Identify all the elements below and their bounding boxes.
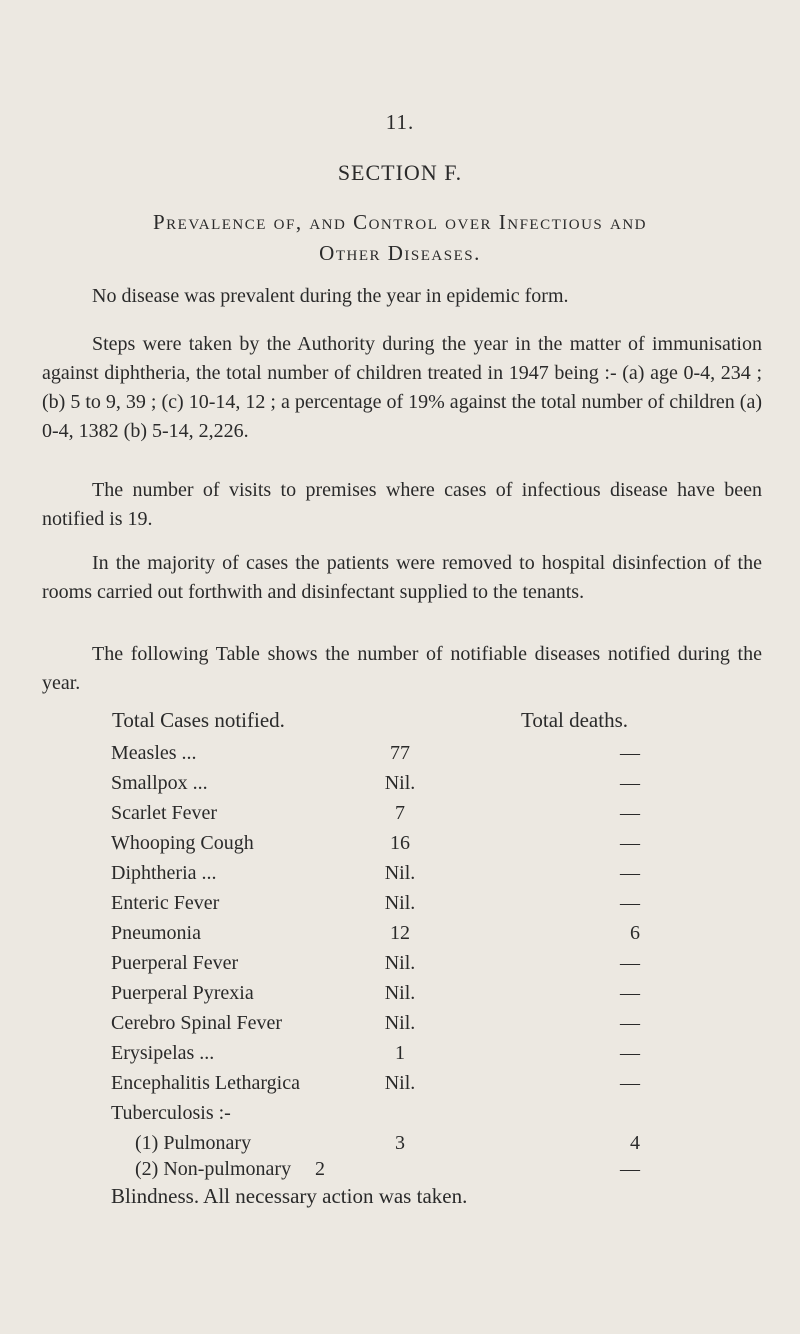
paragraph-immunisation	[42, 330, 762, 446]
page-number: 11.	[385, 110, 415, 134]
cases-value: 12	[390, 922, 410, 944]
cases-value: Nil.	[384, 772, 416, 794]
disease-name: Measles ...	[111, 742, 197, 764]
deaths-value: —	[620, 1158, 640, 1180]
deaths-value: —	[620, 862, 640, 884]
table-header-deaths: Total deaths.	[521, 708, 628, 732]
footer-note: Blindness. All necessary action was taken.	[111, 1184, 468, 1208]
table-row	[0, 1012, 800, 1042]
paragraph-hospital	[42, 549, 762, 607]
paragraph-table-intro	[42, 640, 762, 698]
deaths-value: —	[620, 1072, 640, 1094]
disease-name: Encephalitis Lethargica	[111, 1072, 300, 1094]
deaths-value: —	[620, 772, 640, 794]
disease-name: Pneumonia	[111, 922, 201, 944]
disease-name: Scarlet Fever	[111, 802, 218, 824]
deaths-value: —	[620, 832, 640, 854]
paragraph-visits-text: The number of visits to premises where cases of infectious disease have been notified is 19.	[42, 479, 762, 530]
paragraph-epidemic-text: No disease was prevalent during the year in epidemic form.	[92, 285, 569, 307]
deaths-value: —	[620, 1012, 640, 1034]
disease-name: Erysipelas ...	[111, 1042, 215, 1064]
table-row	[0, 1042, 800, 1072]
deaths-value: —	[620, 1042, 640, 1064]
table-header-cases: Total Cases notified.	[112, 708, 285, 732]
disease-name: Puerperal Fever	[111, 952, 239, 974]
cases-value: Nil.	[384, 952, 416, 974]
disease-name: (2) Non-pulmonary	[135, 1158, 292, 1180]
deaths-value: 4	[630, 1132, 640, 1154]
disease-name: Cerebro Spinal Fever	[111, 1012, 283, 1034]
paragraph-table-intro-text: The following Table shows the number of notifiable diseases notified during the year.	[42, 643, 762, 694]
paragraph-hospital-text: In the majority of cases the patients were removed to hospital disinfection of the rooms carried out forthwith and disinfectant supplied to the tenants.	[42, 552, 762, 603]
disease-name: Smallpox ...	[111, 772, 208, 794]
table-row	[0, 772, 800, 802]
cases-value: Nil.	[384, 982, 416, 1004]
cases-value: Nil.	[384, 892, 416, 914]
cases-value: 1	[395, 1042, 405, 1064]
paragraph-epidemic	[42, 282, 762, 311]
table-row	[0, 832, 800, 862]
table-row	[0, 802, 800, 832]
cases-value: 16	[390, 832, 410, 854]
table-row	[0, 952, 800, 982]
table-row	[0, 862, 800, 892]
cases-value: 2	[315, 1158, 325, 1180]
paragraph-visits	[42, 476, 762, 534]
paragraph-immunisation-text: Steps were taken by the Authority during the year in the matter of immunisation against diphtheria, the total number of children treated in 1947 being :- (a) age 0-4, 234 ; (b) 5 to 9, 39 ; (c) 10-14, 12 ; a percentage of 19% against the total number of children (a) 0-4, 1382 (b) 5-14, 2,226.	[42, 333, 762, 442]
deaths-value: —	[620, 742, 640, 764]
table-row	[0, 742, 800, 772]
cases-value: Nil.	[384, 1072, 416, 1094]
disease-name: Whooping Cough	[111, 832, 254, 854]
deaths-value: —	[620, 982, 640, 1004]
table-row	[0, 922, 800, 952]
disease-name: (1) Pulmonary	[135, 1132, 252, 1154]
cases-value: Nil.	[384, 1012, 416, 1034]
table-row	[0, 982, 800, 1012]
cases-value: 7	[395, 802, 405, 824]
disease-name: Enteric Fever	[111, 892, 220, 914]
cases-value: 3	[395, 1132, 405, 1154]
table-row	[0, 1072, 800, 1102]
table-row	[0, 1102, 800, 1132]
deaths-value: —	[620, 802, 640, 824]
disease-name: Tuberculosis :-	[111, 1102, 231, 1124]
disease-name: Puerperal Pyrexia	[111, 982, 254, 1004]
title-line-1: Prevalence of, and Control over Infectious and	[153, 210, 647, 234]
cases-value: Nil.	[384, 862, 416, 884]
cases-value: 77	[390, 742, 410, 764]
table-row	[0, 892, 800, 922]
disease-name: Diphtheria ...	[111, 862, 217, 884]
section-heading: SECTION F.	[337, 160, 463, 185]
title-line-2: Other Diseases.	[319, 241, 481, 265]
deaths-value: —	[620, 892, 640, 914]
deaths-value: —	[620, 952, 640, 974]
deaths-value: 6	[630, 922, 640, 944]
